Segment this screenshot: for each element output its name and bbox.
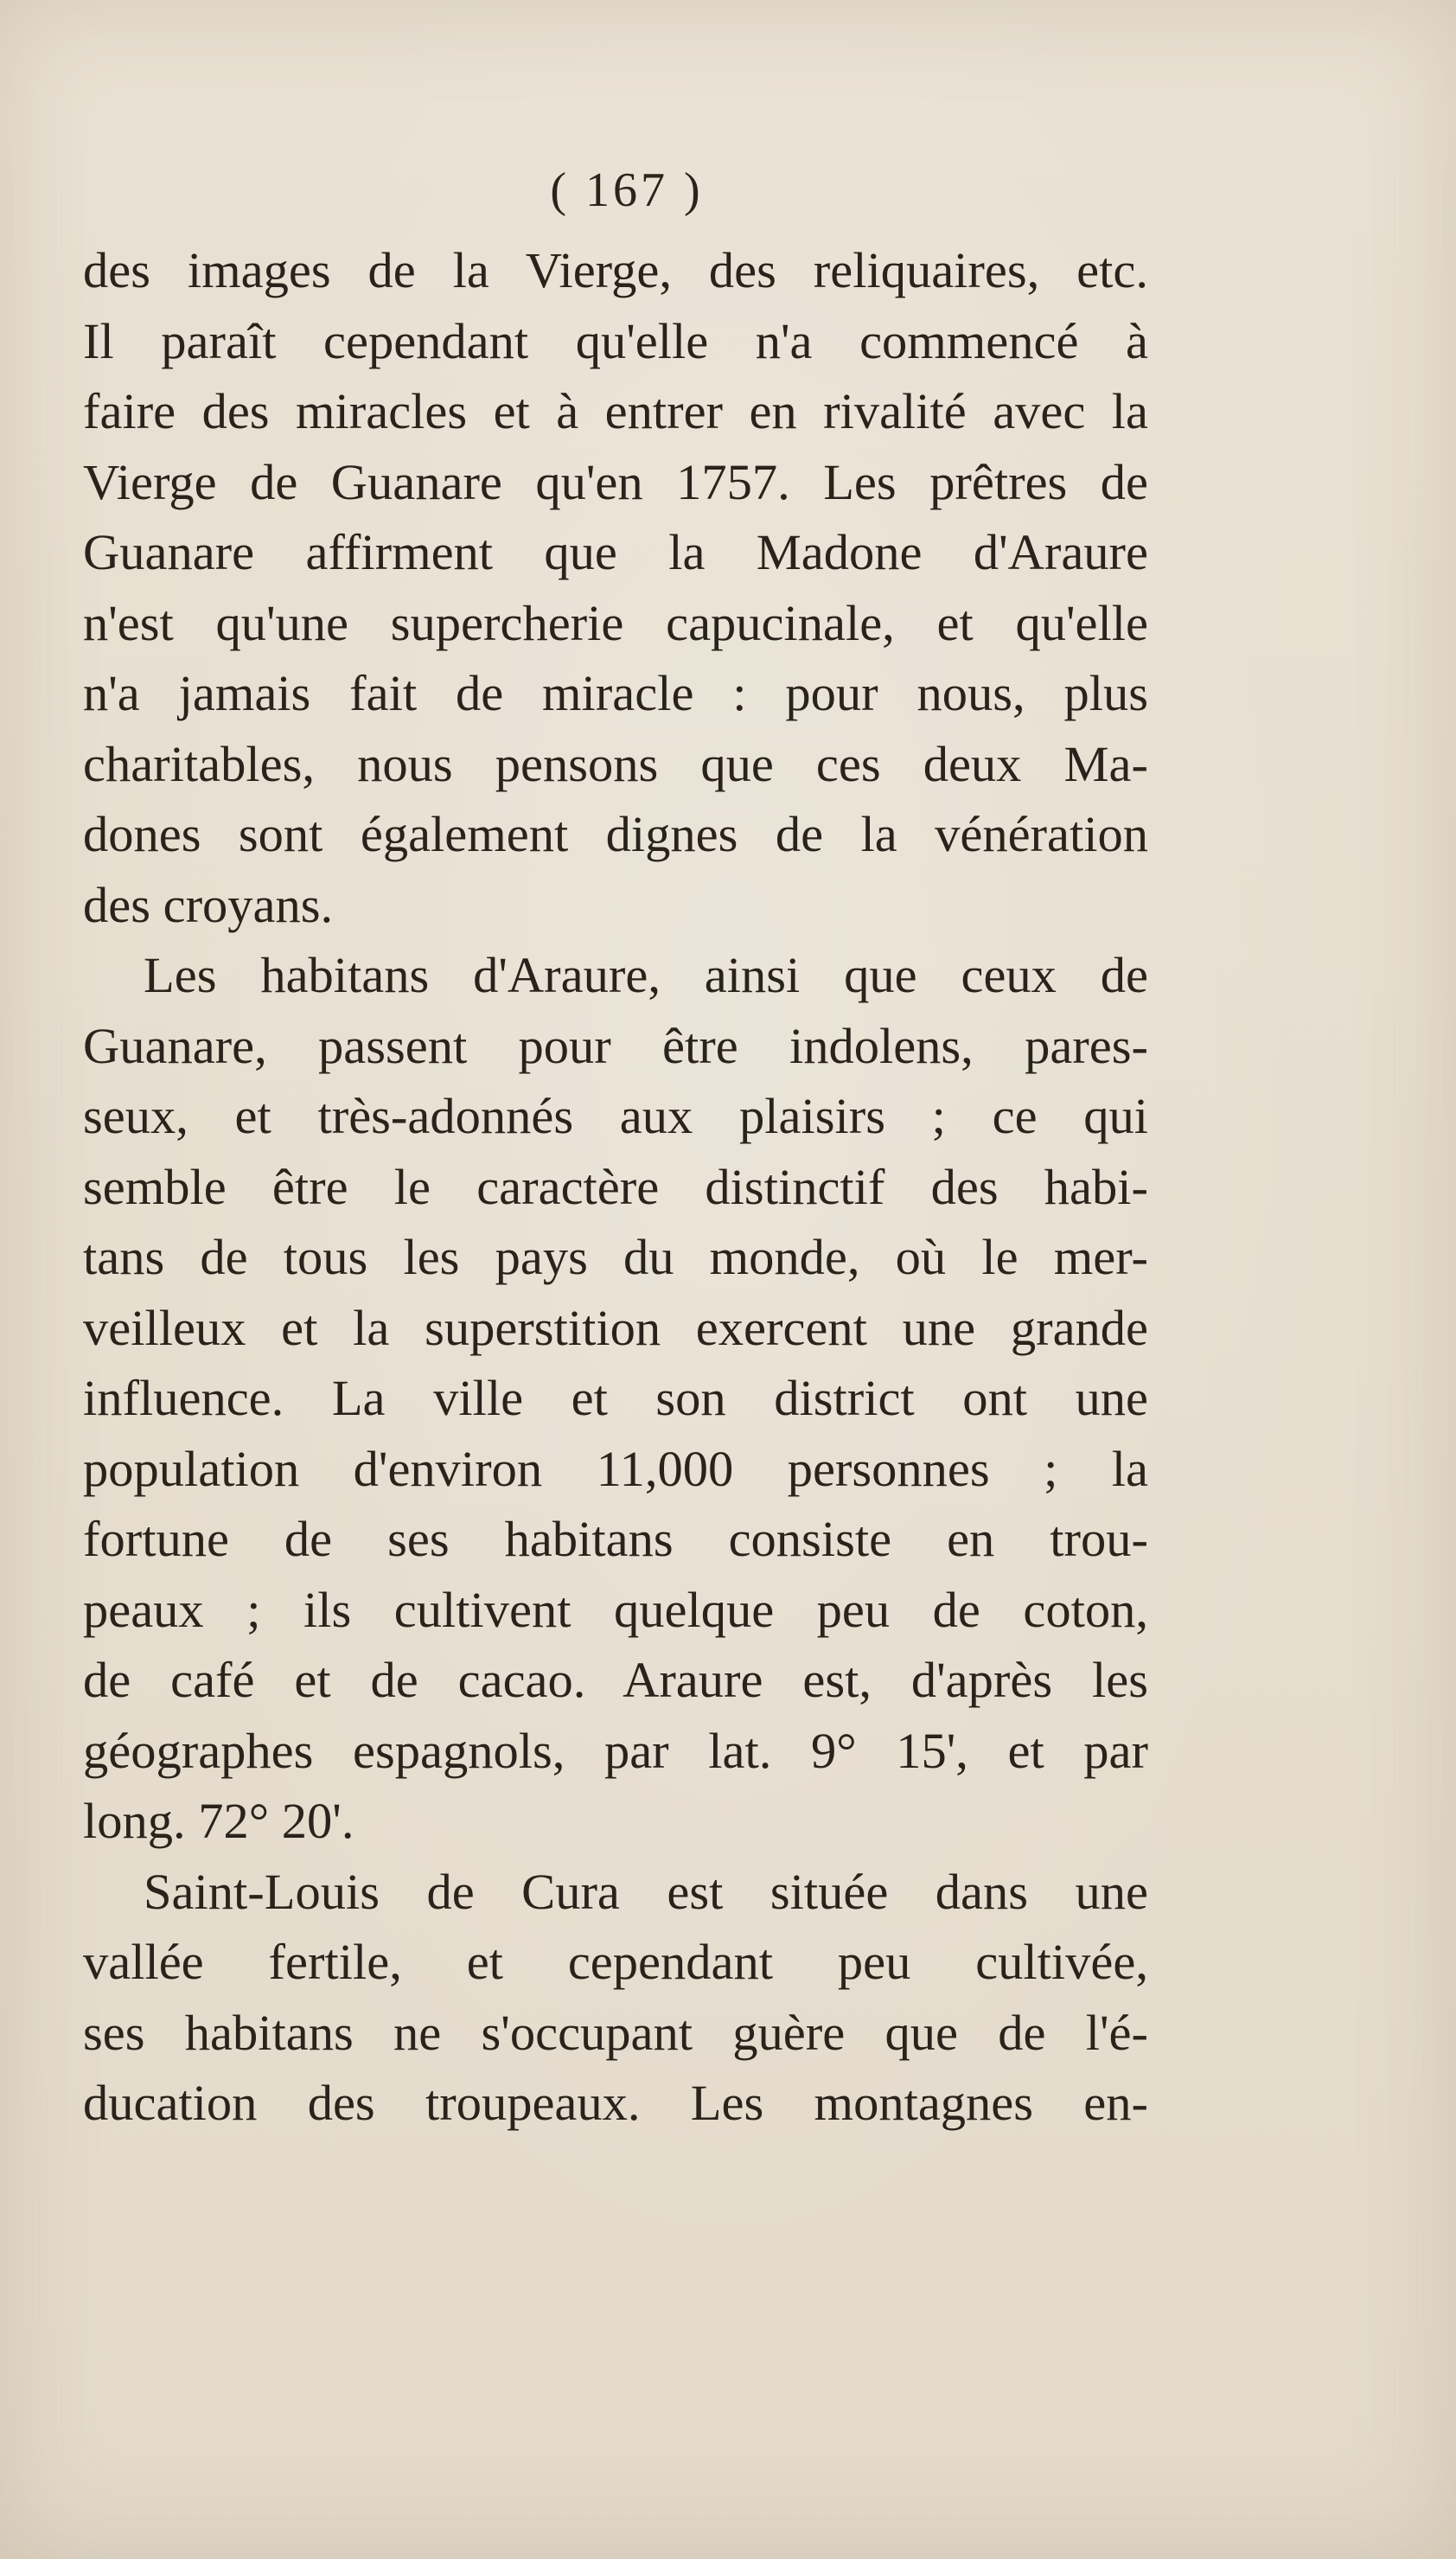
- text-line: Il paraît cependant qu'elle n'a commencé à: [83, 312, 1148, 369]
- text-line: Les habitans d'Araure, ainsi que ceux de: [144, 947, 1148, 1003]
- text-line: Vierge de Guanare qu'en 1757. Les prêtres de: [83, 453, 1148, 510]
- text-line: long. 72° 20'.: [83, 1793, 354, 1849]
- text-line: veilleux et la superstition exercent une grande: [83, 1299, 1148, 1356]
- text-line: Guanare, passent pour être indolens, pares-: [83, 1017, 1148, 1074]
- text-line: faire des miracles et à entrer en rivalité avec la: [83, 383, 1148, 439]
- text-line: ducation des troupeaux. Les montagnes en-: [83, 2075, 1148, 2131]
- text-line: de café et de cacao. Araure est, d'après les: [83, 1652, 1148, 1708]
- text-line: ses habitans ne s'occupant guère que de l'é-: [83, 2004, 1148, 2061]
- text-line: vallée fertile, et cependant peu cultivée,: [83, 1934, 1148, 1990]
- body-text: [83, 235, 1148, 2139]
- text-line: Guanare affirment que la Madone d'Araure: [83, 524, 1148, 580]
- text-line: tans de tous les pays du monde, où le mer-: [83, 1229, 1148, 1285]
- text-line: fortune de ses habitans consiste en trou-: [83, 1511, 1148, 1567]
- text-line: n'a jamais fait de miracle : pour nous, plus: [83, 665, 1148, 721]
- text-line: dones sont également dignes de la vénération: [83, 806, 1148, 862]
- text-line: Saint-Louis de Cura est située dans une: [144, 1863, 1148, 1920]
- text-line: n'est qu'une supercherie capucinale, et qu'elle: [83, 594, 1148, 651]
- text-line: peaux ; ils cultivent quelque peu de coton,: [83, 1581, 1148, 1638]
- text-line: semble être le caractère distinctif des habi-: [83, 1158, 1148, 1215]
- text-line: population d'environ 11,000 personnes ; la: [83, 1440, 1148, 1497]
- text-line: géographes espagnols, par lat. 9° 15', et par: [83, 1722, 1148, 1779]
- page-number: ( 167 ): [550, 163, 704, 217]
- text-line: charitables, nous pensons que ces deux Ma-: [83, 735, 1148, 792]
- text-line: influence. La ville et son district ont une: [83, 1370, 1148, 1426]
- text-line: seux, et très-adonnés aux plaisirs ; ce qui: [83, 1088, 1148, 1144]
- text-line: des croyans.: [83, 876, 334, 933]
- text-line: des images de la Vierge, des reliquaires, etc.: [83, 242, 1148, 298]
